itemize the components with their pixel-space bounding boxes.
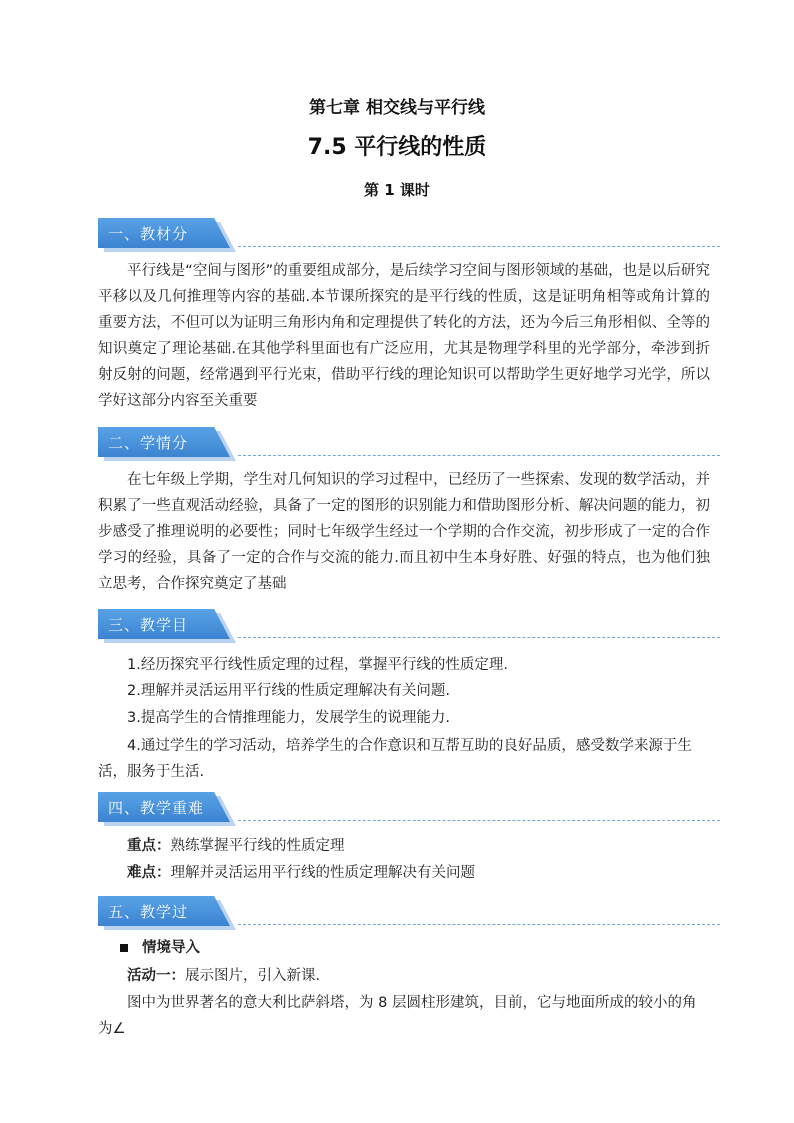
difficulty-text: 理解并灵活运用平行线的性质定理解决有关问题 (170, 865, 475, 881)
section-label: 五、教学过 (108, 903, 189, 921)
objective-item: 3.提高学生的合情推理能力，发展学生的说理能力. (127, 710, 450, 726)
key-point-text: 熟练掌握平行线的性质定理 (170, 838, 345, 854)
section-label: 二、学情分 (108, 434, 189, 452)
section-label: 四、教学重难 (108, 799, 205, 817)
dashed-rule (238, 924, 720, 925)
section-label: 三、教学目 (108, 616, 189, 634)
bullet-heading-text: 情境导入 (142, 940, 200, 956)
activity-text: 展示图片，引入新课． (185, 968, 330, 984)
process-body: 图中为世界著名的意大利比萨斜塔，为 8 层圆柱形建筑，目前，它与地面所成的较小的角为∠ (98, 995, 697, 1037)
difficulty-line (98, 860, 710, 886)
section-header-objectives (98, 609, 720, 643)
square-bullet-icon (120, 944, 128, 952)
lesson-heading: 第 1 课时 (364, 181, 430, 199)
bullet-heading (98, 935, 710, 961)
objective-item: 1.经历探究平行线性质定理的过程，掌握平行线的性质定理. (127, 657, 508, 673)
dashed-rule (238, 455, 720, 456)
page-title: 7.5 平行线的性质 (307, 135, 487, 160)
difficulty-label: 难点： (127, 865, 171, 881)
section-header-keypoints (98, 792, 720, 826)
activity-line (98, 963, 710, 989)
dashed-rule (238, 637, 720, 638)
dashed-rule (238, 246, 720, 247)
section-header-process (98, 896, 720, 930)
key-point-label: 重点： (127, 838, 171, 854)
section-header-materials (98, 218, 720, 252)
objective-item: 4.通过学生的学习活动，培养学生的合作意识和互帮互助的良好品质，感受数学来源于生活，服务于生活. (98, 738, 692, 780)
dashed-rule (238, 820, 720, 821)
section-label: 一、教材分 (108, 225, 189, 243)
chapter-heading: 第七章 相交线与平行线 (309, 98, 485, 118)
objective-item: 2.理解并灵活运用平行线的性质定理解决有关问题. (127, 683, 450, 699)
activity-label: 活动一： (127, 968, 185, 984)
students-paragraph: 在七年级上学期，学生对几何知识的学习过程中，已经历了一些探索、发现的数学活动，并积累了一些直观活动经验，具备了一定的图形的识别能力和借助图形分析、解决问题的能力，初步感受了推理说明的必要性；同时七年级学生经过一个学期的合作交流，初步形成了一定的合作学习的经验，具备了一定的合作与交流的能力.而且初中生本身好胜、好强的特点，也为他们独立思考，合作探究奠定了基础 (98, 472, 710, 592)
section-header-students (98, 427, 720, 461)
key-point-line (98, 833, 710, 859)
materials-paragraph: 平行线是“空间与图形”的重要组成部分，是后续学习空间与图形领域的基础，也是以后研究平移以及几何推理等内容的基础.本节课所探究的是平行线的性质，这是证明角相等或角计算的重要方法，不但可以为证明三角形内角和定理提供了转化的方法，还为今后三角形相似、全等的知识奠定了理论基础.在其他学科里面也有广泛应用，尤其是物理学科里的光学部分，牵涉到折射反射的问题，经常遇到平行光束，借助平行线的理论知识可以帮助学生更好地学习光学，所以学好这部分内容至关重要 (98, 263, 710, 409)
